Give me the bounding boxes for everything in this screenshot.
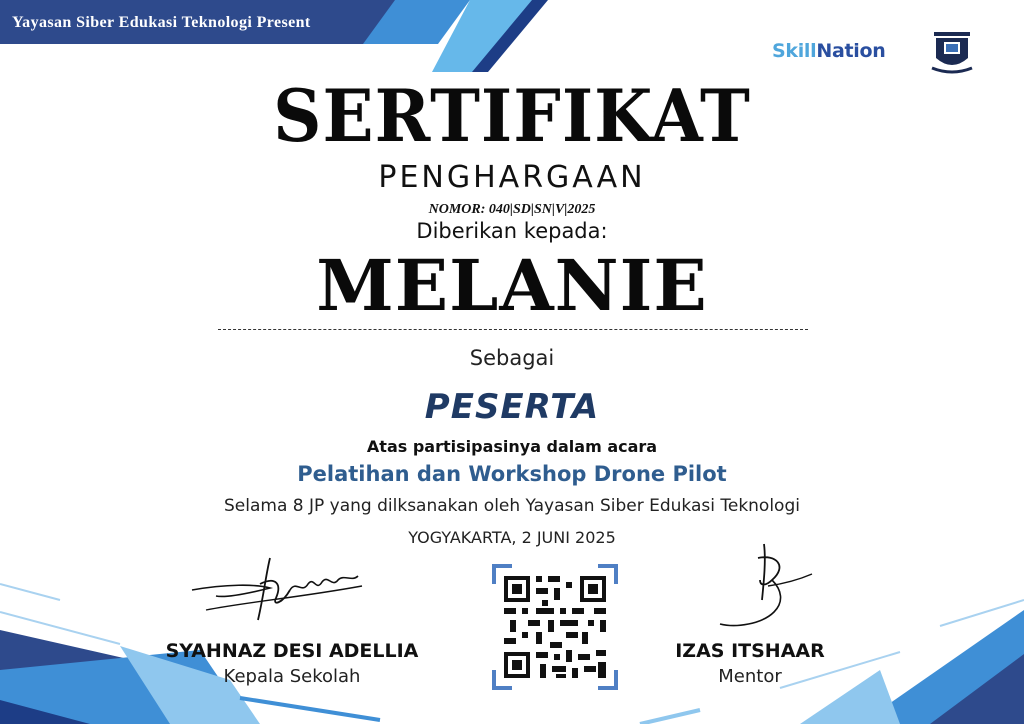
qr-code-icon <box>490 562 620 692</box>
right-signature-icon <box>712 540 822 634</box>
name-divider <box>218 329 808 330</box>
given-to-label: Diberikan kepada: <box>416 219 608 243</box>
logo-skill-text: Skill <box>772 40 817 62</box>
right-signatory-name: IZAS ITSHAAR <box>675 640 825 662</box>
participation-text: Atas partisipasinya dalam acara <box>366 437 658 456</box>
event-name: Pelatihan dan Workshop Drone Pilot <box>297 462 727 486</box>
certificate-title: SERTIFIKAT <box>273 72 751 159</box>
skillnation-logo <box>772 40 885 62</box>
certificate-number: NOMOR: 040|SD|SN|V|2025 <box>428 202 596 217</box>
place-date: YOGYAKARTA, 2 JUNI 2025 <box>408 528 616 547</box>
school-emblem-icon <box>928 28 976 78</box>
logo-nation-text: Nation <box>816 40 886 62</box>
organizer-banner: Yayasan Siber Edukasi Teknologi Present <box>12 14 311 31</box>
participant-role: PESERTA <box>424 387 600 427</box>
certificate-subtitle: PENGHARGAAN <box>378 160 646 195</box>
as-label: Sebagai <box>469 346 555 370</box>
duration-text: Selama 8 JP yang dilksanakan oleh Yayasan Siber Edukasi Teknologi <box>224 496 800 516</box>
left-signatory-role: Kepala Sekolah <box>223 666 361 687</box>
right-signatory-role: Mentor <box>718 666 782 687</box>
left-signature-icon <box>186 554 376 630</box>
recipient-name: MELANIE <box>316 244 708 327</box>
left-signatory-name: SYAHNAZ DESI ADELLIA <box>165 640 419 662</box>
